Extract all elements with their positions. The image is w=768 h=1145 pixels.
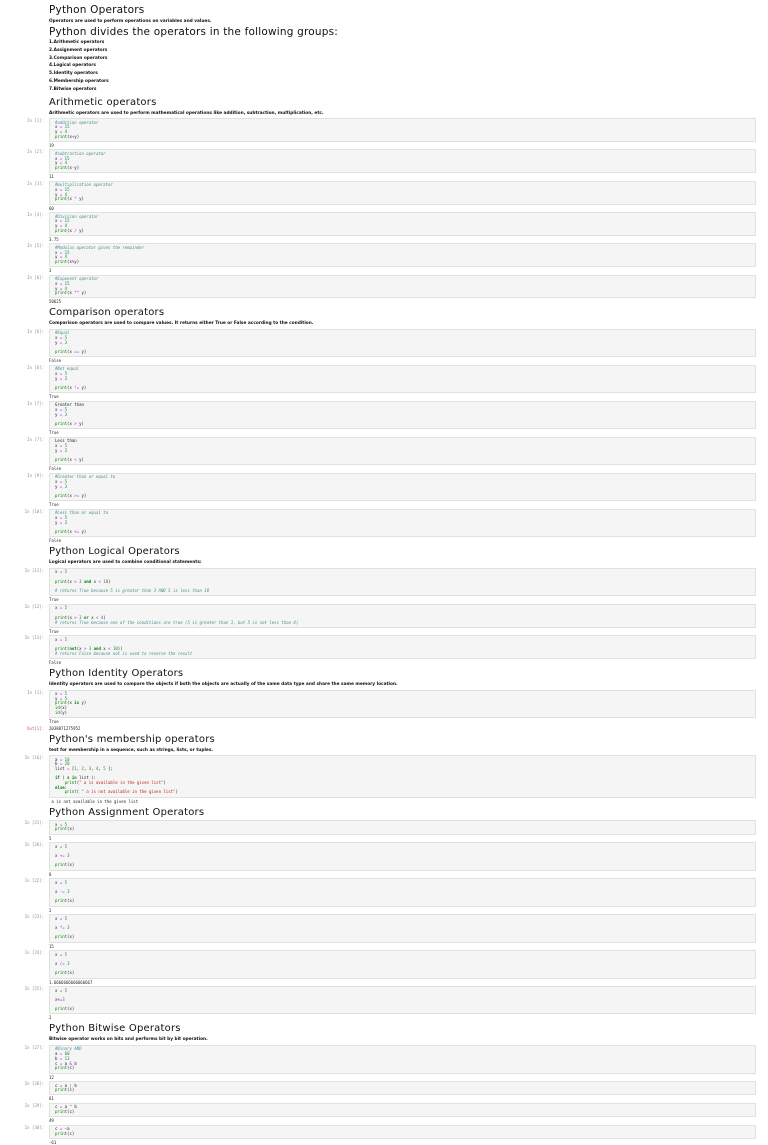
code-line: x = 5 — [55, 879, 68, 885]
code-line: Less than — [55, 438, 77, 444]
section-heading-identity: Python Identity Operators — [49, 668, 184, 680]
cell-output: 49 — [49, 1118, 54, 1124]
input-prompt: In [27]: — [24, 1044, 44, 1050]
list-item: 3.Comparison operators — [49, 55, 108, 61]
code-line: print(c) — [55, 1131, 75, 1137]
code-line: x%=3 — [55, 996, 65, 1002]
notebook-cell[interactable] — [0, 568, 768, 602]
code-line: print(not(x > 3 and x < 10)) — [55, 646, 123, 652]
code-line: b = 20 — [55, 761, 70, 767]
notebook-cell[interactable] — [0, 181, 768, 211]
code-input[interactable] — [49, 1045, 756, 1074]
code-line: #Equal — [55, 330, 70, 336]
code-line: print( " a is not available in the given list") — [64, 789, 178, 795]
code-line: print(" a is available in the given list") — [64, 780, 166, 786]
code-line: #Greater than or equal to — [55, 474, 116, 480]
code-line: x = 5 — [55, 636, 68, 642]
code-input[interactable] — [49, 1103, 756, 1117]
notebook-cell[interactable] — [0, 635, 768, 665]
notebook-cell[interactable] — [0, 243, 768, 273]
code-line: a = 10 — [55, 756, 70, 762]
code-line: x = 15 — [55, 249, 70, 255]
cell-output: False — [49, 358, 62, 364]
code-line: print(x) — [55, 934, 75, 940]
code-line: #Exponent operator — [55, 276, 99, 282]
code-line: print(c) — [55, 1109, 75, 1115]
cell-output: 11 — [49, 174, 54, 180]
code-line: else: — [55, 784, 68, 790]
code-line: y = 3 — [55, 375, 68, 381]
input-prompt: In [12]: — [24, 603, 44, 609]
code-line: print(x >= y) — [55, 493, 87, 499]
code-line: print(x != y) — [55, 385, 87, 391]
section-heading-logical: Python Logical Operators — [49, 546, 180, 558]
code-input[interactable] — [49, 437, 756, 466]
notebook-cell[interactable] — [0, 401, 768, 436]
cell-output: 60 — [49, 205, 54, 211]
input-prompt: In [13]: — [24, 635, 44, 641]
code-line: x = 15 — [55, 280, 70, 286]
code-line: y = 4 — [55, 254, 68, 260]
section-desc-membership: test for membership in a sequence, such as strings, lists, or tuples. — [49, 747, 214, 753]
list-item: 1.Arithmetic operators — [49, 40, 105, 45]
code-line: c = ~a — [55, 1126, 70, 1132]
cell-output: 50625 — [49, 299, 62, 305]
code-line: x = 5 — [55, 691, 68, 697]
cell-output: 2038871275952 — [49, 725, 81, 731]
input-prompt: In [2]: — [27, 149, 44, 155]
groups-list — [49, 39, 756, 94]
input-prompt: In [20]: — [24, 842, 44, 848]
code-line: x = 5 — [55, 569, 68, 575]
cell-output: True — [49, 394, 59, 400]
cell-output: 3 — [49, 268, 52, 274]
notebook-cell[interactable] — [0, 820, 768, 840]
notebook-cell[interactable] — [0, 509, 768, 544]
section-desc-logical: Logical operators are used to combine conditional statements: — [49, 560, 202, 566]
input-prompt: In [1]: — [27, 118, 44, 124]
code-line: print(x ** y) — [55, 290, 87, 296]
cell-output: False — [49, 660, 62, 666]
input-prompt: In [11]: — [24, 567, 44, 573]
code-line: id(y) — [55, 709, 68, 715]
groups-heading: Python divides the operators in the following groups: — [49, 26, 339, 38]
code-input[interactable] — [49, 181, 756, 205]
code-input[interactable] — [49, 842, 756, 870]
code-line: x = 5 — [55, 371, 68, 377]
input-prompt: In [30]: — [24, 1124, 44, 1130]
code-line: y = 5 — [55, 695, 68, 701]
notebook-cell[interactable] — [0, 1103, 768, 1123]
output-prompt: Out[1]: — [27, 725, 44, 731]
code-line: print(c) — [55, 1065, 75, 1071]
code-line: y = 4 — [55, 160, 68, 166]
notebook-cell[interactable] — [0, 1045, 768, 1080]
input-prompt: In [16]: — [24, 755, 44, 761]
code-input[interactable] — [49, 1081, 756, 1095]
code-line: x *= 3 — [55, 924, 70, 930]
cell-output: False — [49, 538, 62, 544]
cell-output: 61 — [49, 1096, 54, 1102]
section-heading-assignment: Python Assignment Operators — [49, 806, 205, 818]
input-prompt: In [6]: — [27, 328, 44, 334]
input-prompt: In [4]: — [27, 212, 44, 218]
code-input[interactable] — [49, 118, 756, 142]
code-line: # returns True because one of the conditions are true (5 is greater than 3, but 5 is not less than 4) — [55, 619, 299, 625]
code-line: #subtraction operator — [55, 150, 106, 156]
code-line: x = 15 — [55, 218, 70, 224]
code-input[interactable] — [49, 473, 756, 502]
notebook-cell[interactable] — [0, 212, 768, 242]
code-line: list = [1, 2, 3, 4, 5 ]; — [55, 765, 113, 771]
input-prompt: In [21]: — [24, 820, 44, 826]
code-line: x += 3 — [55, 852, 70, 858]
code-line: x = 5 — [55, 951, 68, 957]
notebook-cell[interactable] — [0, 149, 768, 179]
cell-output: 3.75 — [49, 236, 59, 242]
code-line: #Binary AND — [55, 1046, 82, 1052]
code-line: #Division operator — [55, 213, 99, 219]
code-line: y = 3 — [55, 339, 68, 345]
code-line: y = 4 — [55, 222, 68, 228]
input-prompt: In [6]: — [27, 364, 44, 370]
notebook-cell[interactable] — [0, 878, 768, 912]
notebook-cell[interactable] — [0, 726, 768, 731]
code-line: #Less than or equal to — [55, 510, 108, 516]
code-input[interactable] — [49, 509, 756, 538]
code-line: b = 13 — [55, 1055, 70, 1061]
code-line: x = 5 — [55, 987, 68, 993]
code-input[interactable] — [49, 149, 756, 173]
notebook-cell[interactable] — [0, 604, 768, 634]
code-input[interactable] — [49, 568, 756, 596]
cell-output: -61 — [49, 1140, 57, 1145]
code-line: y = 3 — [55, 411, 68, 417]
code-line: c = a | b — [55, 1082, 77, 1088]
cell-output: 2 — [49, 907, 52, 913]
code-line: print(x * y) — [55, 196, 84, 202]
cell-output: True — [49, 719, 59, 725]
section-heading-comparison: Comparison operators — [49, 307, 165, 319]
code-input[interactable] — [49, 329, 756, 358]
notebook-cell[interactable] — [0, 1081, 768, 1101]
code-line: x = 15 — [55, 155, 70, 161]
code-line: x = 5 — [55, 915, 68, 921]
code-line: print(x-y) — [55, 165, 80, 170]
code-line: # returns False because not is used to reverse the result — [55, 650, 193, 656]
notebook-cell[interactable] — [0, 842, 768, 876]
code-input[interactable] — [49, 635, 756, 659]
code-line: #addition operator — [55, 119, 99, 125]
input-prompt: In [25]: — [24, 986, 44, 991]
code-line: x = 15 — [55, 186, 70, 192]
notebook-cell[interactable] — [0, 1125, 768, 1145]
code-line: x = 5 — [55, 515, 68, 521]
notebook-cell[interactable] — [0, 986, 768, 1020]
code-line: y = 3 — [55, 519, 68, 525]
code-line: print(x) — [55, 1006, 75, 1012]
cell-output: True — [49, 597, 59, 603]
code-input[interactable] — [49, 275, 756, 299]
code-line: print(x) — [55, 970, 75, 976]
section-desc-comparison: Comparison operators are used to compare values. It returns either True or False according to the condition. — [49, 321, 314, 327]
code-line: #multiplication operator — [55, 182, 113, 188]
code-line: print(x) — [55, 862, 75, 868]
intro-text: Operators are used to perform operations on variables and values. — [49, 19, 212, 24]
code-line: x -= 3 — [55, 888, 70, 894]
code-line: print(x == y) — [55, 349, 87, 355]
code-line: x = 5 — [55, 843, 68, 849]
code-line: x = 5 — [55, 605, 68, 611]
section-desc-bitwise: Bitwise operator works on bits and performs bit by bit operation. — [49, 1037, 208, 1043]
code-line: #Not equal — [55, 366, 80, 372]
code-line: y = 3 — [55, 447, 68, 453]
code-line: c = a & b — [55, 1060, 77, 1066]
input-prompt: In [22]: — [24, 878, 44, 884]
code-input[interactable] — [49, 243, 756, 267]
section-heading-membership: Python's membership operators — [49, 733, 215, 745]
cell-output: 12 — [49, 1074, 54, 1080]
code-line: x = 15 — [55, 124, 70, 130]
code-line: a = 60 — [55, 1051, 70, 1057]
notebook-cell[interactable] — [0, 437, 768, 472]
list-item: 2.Assignment operators — [49, 47, 108, 53]
code-line: x = 5 — [55, 407, 68, 413]
code-line: y = 4 — [55, 128, 68, 134]
list-item: 6.Membership operators — [49, 78, 109, 84]
code-input[interactable] — [49, 1125, 756, 1139]
notebook-cell[interactable] — [0, 690, 768, 725]
input-prompt: In [7]: — [27, 436, 44, 442]
code-line: print(x > 3 and x < 10) — [55, 578, 111, 584]
section-heading-arithmetic: Arithmetic operators — [49, 96, 157, 108]
code-input[interactable] — [49, 401, 756, 430]
code-input[interactable] — [49, 755, 756, 798]
code-line: y = 4 — [55, 191, 68, 197]
code-line: print(x <= y) — [55, 529, 87, 535]
section-heading-bitwise: Python Bitwise Operators — [49, 1023, 181, 1035]
input-prompt: In [5]: — [27, 243, 44, 249]
input-prompt: In [24]: — [24, 950, 44, 956]
code-line: y = 3 — [55, 483, 68, 489]
cell-output: 2 — [49, 1015, 52, 1021]
code-line: print(x) — [55, 826, 75, 832]
code-line: x /= 3 — [55, 960, 70, 966]
code-line: print(x / y) — [55, 227, 84, 233]
code-line: print(x) — [55, 898, 75, 904]
page-title: Python Operators — [49, 4, 145, 16]
input-prompt: In [10]: — [24, 508, 44, 514]
section-desc-identity: Identity operators are used to compare the objects if both the objects are actually of the same data type and share the same memory location. — [49, 682, 398, 688]
code-input[interactable] — [49, 986, 756, 1014]
input-prompt: In [1]: — [27, 689, 44, 695]
code-line: #Modulus operator gives the remainder — [55, 244, 145, 250]
cell-output: True — [49, 628, 59, 634]
code-input[interactable] — [49, 820, 756, 834]
notebook-cell[interactable] — [0, 118, 768, 148]
code-line: print(x is y) — [55, 700, 87, 706]
cell-output: 8 — [49, 871, 52, 877]
cell-output: 5 — [49, 835, 52, 841]
code-line: y = 4 — [55, 285, 68, 291]
code-input[interactable] — [49, 604, 756, 628]
cell-output: True — [49, 502, 59, 508]
notebook-cell[interactable] — [0, 329, 768, 364]
notebook — [0, 3, 768, 1145]
code-line: if ( a in list ): — [55, 775, 96, 781]
cell-output: 19 — [49, 142, 54, 148]
code-input[interactable] — [49, 690, 756, 719]
input-prompt: In [28]: — [24, 1081, 44, 1086]
code-line: id(x) — [55, 705, 68, 711]
notebook-cell[interactable] — [0, 914, 768, 948]
code-line: x = 5 — [55, 335, 68, 341]
section-desc-arithmetic: Arithmetic operators are used to perform mathematical operations like addition, subtraction, multiplication, etc. — [49, 110, 324, 116]
code-line: print(x+y) — [55, 133, 80, 139]
input-prompt: In [6]: — [27, 274, 44, 280]
code-input[interactable] — [49, 878, 756, 906]
cell-output: False — [49, 466, 62, 472]
cell-output: 1.6666666666666667 — [49, 979, 93, 985]
list-item: 4.Logical operators — [49, 63, 96, 69]
input-prompt: In [23]: — [24, 914, 44, 920]
code-line: x = 5 — [55, 443, 68, 449]
list-item: 5.Identity operators — [49, 71, 98, 77]
input-prompt: In [29]: — [24, 1102, 44, 1108]
input-prompt: In [3]: — [27, 180, 44, 186]
notebook-cell[interactable] — [0, 473, 768, 508]
code-input[interactable] — [49, 212, 756, 236]
code-line: print(c) — [55, 1087, 75, 1093]
code-input[interactable] — [49, 914, 756, 942]
code-line: c = a ^ b — [55, 1104, 77, 1110]
notebook-cell[interactable] — [0, 365, 768, 400]
code-line: # returns True because 5 is greater than 3 AND 5 is less than 10 — [55, 588, 210, 594]
code-line: print(x < y) — [55, 457, 84, 463]
code-input[interactable] — [49, 950, 756, 978]
code-line: x = 5 — [55, 479, 68, 485]
input-prompt: In [9]: — [27, 472, 44, 478]
list-item: 7.Bitwise operators — [49, 86, 97, 92]
code-line: print(x > 3 or x < 4) — [55, 614, 106, 620]
code-line: print(x%y) — [55, 258, 80, 264]
notebook-cell[interactable] — [0, 950, 768, 984]
cell-output: a is not available in the given list — [49, 798, 139, 804]
input-prompt: In [7]: — [27, 400, 44, 406]
cell-output: 15 — [49, 943, 54, 949]
notebook-cell[interactable] — [0, 275, 768, 305]
code-line: print(x > y) — [55, 421, 84, 427]
code-line: x = 5 — [55, 821, 68, 827]
notebook-cell[interactable] — [0, 755, 768, 804]
code-line: Greater than — [55, 402, 84, 408]
code-input[interactable] — [49, 365, 756, 394]
cell-output: True — [49, 430, 59, 436]
